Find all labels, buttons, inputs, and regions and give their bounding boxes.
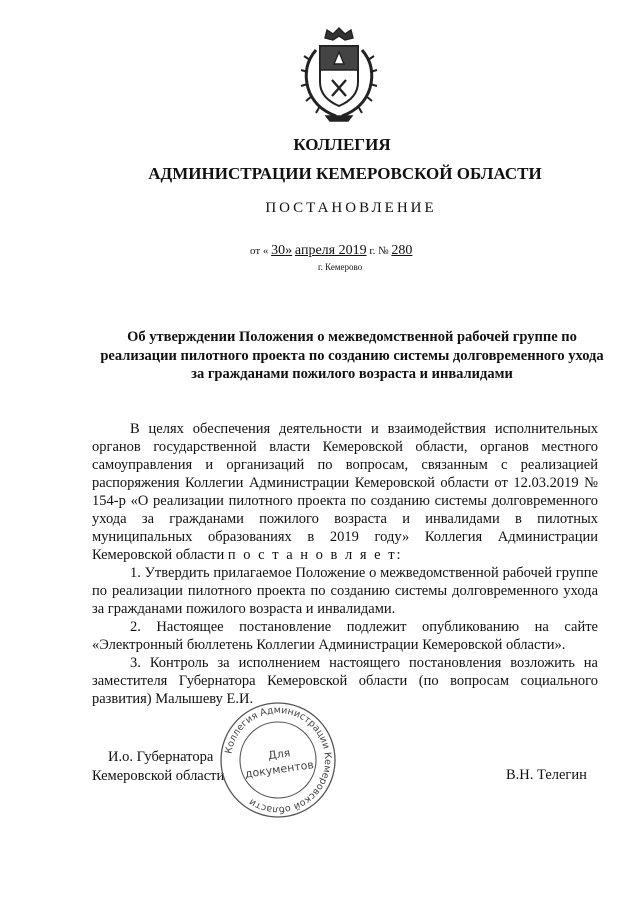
stamp-center-line1: Для [267, 746, 292, 763]
signatory-title-line1: И.о. Губернатора [108, 749, 214, 765]
stamp-ring-text: Коллегия Администрации Кемеровской области [223, 704, 334, 816]
date-line [250, 243, 412, 259]
document-type: ПОСТАНОВЛЕНИЕ [265, 200, 437, 216]
official-stamp [218, 700, 338, 820]
document-body [92, 420, 598, 708]
document-number: 280 [391, 243, 413, 258]
org-name-line1: КОЛЛЕГИЯ [293, 135, 391, 154]
coat-of-arms-icon [296, 26, 382, 122]
resolves-word: п о с т а н о в л я е т: [227, 547, 403, 563]
signatory-name: В.Н. Телегин [506, 767, 587, 783]
intro-paragraph [92, 420, 598, 564]
item-3: 3. Контроль за исполнением настоящего постановления возложить на заместителя Губернатора Кемеровской области (по вопросам социального развития) Малышеву Е.И. [92, 655, 598, 707]
document-subject: Об утверждении Положения о межведомственной рабочей группе по реализации пилотного проекта по созданию системы долговременного ухода за гражданами пожилого возраста и инвалидами [100, 329, 604, 382]
date-month-year: апреля 2019 [294, 243, 367, 258]
org-name-line2: АДМИНИСТРАЦИИ КЕМЕРОВСКОЙ ОБЛАСТИ [148, 164, 542, 183]
item-1: 1. Утвердить прилагаемое Положение о межведомственной рабочей группе по реализации пилотного проекта по созданию системы долговременного ухода за гражданами пожилого возраста и инвалидами. [92, 565, 598, 617]
signatory-title [92, 748, 224, 786]
date-day: 30 [271, 243, 286, 258]
date-year-suffix: г. № [369, 245, 389, 257]
city-name: г. Кемерово [318, 262, 363, 272]
stamp-center-line2: документов [244, 758, 315, 781]
intro-text: В целях обеспечения деятельности и взаимодействия исполнительных органов государственной власти Кемеровской области, органов местного самоуправления и организаций по вопросам, связанным с реализацией распоряжения Коллегии Администрации Кемеровской области от 12.03.2019 № 154-р «О реализации пилотного проекта по созданию системы долговременного ухода за гражданами пожилого возраста и инвалидами в пилотных муниципальных образованиях в 2019 году» Коллегия Администрации Кемеровской области [92, 421, 598, 563]
date-prefix: от « [250, 245, 269, 257]
date-sep: » [285, 243, 293, 258]
signatory-title-line2: Кемеровской области [92, 768, 225, 784]
item-2: 2. Настоящее постановление подлежит опубликованию на сайте «Электронный бюллетень Коллегии Администрации Кемеровской области». [92, 619, 598, 653]
